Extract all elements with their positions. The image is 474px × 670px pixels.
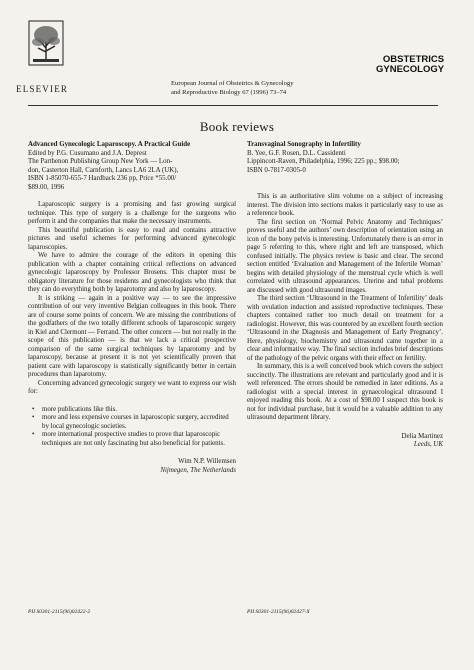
left-review <box>28 141 236 475</box>
meta-line: The Parthenon Publishing Group New York — Lon- <box>28 158 173 165</box>
meta-line: don, Casterton Hall, Carnforth, Lancs LA6 2LA (UK), <box>28 166 179 174</box>
reviewer-name: Delia Martinez <box>401 432 443 440</box>
wish-list <box>28 406 236 449</box>
right-reviewer-signature <box>247 433 443 450</box>
meta-line: $89.00, 1996 <box>28 183 65 191</box>
review-paragraph: Laparoscopic surgery is a promising and fast growing surgical technique. This type of surgery is a challenge for the surgeons who perform it and the companies that make the necessary instruments. <box>28 201 236 225</box>
section-title: Book reviews <box>199 119 275 134</box>
elsevier-tree-logo <box>28 20 64 66</box>
review-paragraph: The first section on ‘Normal Pelvic Anatomy and Techniques’ proves useful and the authors’ own description of orientation using an icon of the bony pelvis is interesting. Unfortunately there is an error in page 5 referring to this, where right and left are transposed, which confused initially. The physics review is basic and clear. The second section entitled ‘Evaluation and Management of the Infertile Woman’ begins with detailed physiology of the menstrual cycle which is well correlated with ultrasound appearances. Uterine and tubal problems are discussed with good ultrasound images. <box>247 218 443 294</box>
publisher-name: ELSEVIER <box>16 84 69 94</box>
meta-line: Edited by P.G. Cusumano and J.A. Deprest <box>28 149 147 157</box>
reviewer-name: Wim N.P. Willemsen <box>178 458 236 465</box>
left-pii: PII S0301-2115(96)02422-2 <box>28 609 91 615</box>
right-book-title: Transvaginal Sonography in Infertility <box>247 141 361 148</box>
right-pii: PII S0301-2115(96)02427-X <box>247 609 310 615</box>
journal-logo <box>376 55 444 75</box>
journal-volume: and Reproductive Biology 67 (1996) 73–74 <box>171 89 287 96</box>
left-book-meta <box>28 150 236 193</box>
header-rule <box>28 105 438 106</box>
meta-line: ISBN 0-7817-0305-0 <box>247 166 306 174</box>
journal-logo-line1: OBSTETRICS <box>382 54 445 65</box>
list-item: • more and less expensive courses in laparoscopic surgery, accredited by local gynecologic societies. <box>28 414 236 431</box>
meta-line: ISBN 1-85070-655-7 Hardback 236 pp, Price *55.00/ <box>28 175 177 182</box>
meta-line: B. Yee, G.F. Rosen, D.L. Cassidenti <box>247 149 346 157</box>
left-reviewer-signature <box>28 458 236 475</box>
right-book-meta <box>247 150 443 176</box>
review-paragraph: In summary, this is a well conceived book which covers the subject succinctly. The illustrations are relevant and particularly good and it is well referenced. The errors should be remedied in later editions. As a radiologist with a special interest in gynaecological ultrasound I enjoyed reading this book. At a cost of $98.00 I suspect this book is not for individual purchase, but it would be a valuable addition to any ultrasound department library. <box>247 363 443 421</box>
list-item: • more publications like this. <box>28 406 236 415</box>
review-paragraph: Concerning advanced gynecologic surgery we want to express our wish for: <box>28 379 236 395</box>
reviewer-affiliation: Nijmegen, The Netherlands <box>160 466 236 474</box>
reviewer-affiliation: Leeds, UK <box>413 441 443 448</box>
review-paragraph: It is striking — again in a positive way — to see the impressive contribution of our very inventive Belgian colleagues in this book. There are of course some points of concern. We are missing the contributions of the godfathers of the two totally different schools of laparoscopic surgery in Kiel and Clermont — Ferrand. The other concern — but not really in the scope of this publication — is that we lack a critical prospective comparison of the same surgical techniques by laparotomy and by laparoscopy, because at present it is not yet scientifically proven that patient care with laparoscopy is statistically significantly better in certain procedures than laparotomy. <box>28 294 236 378</box>
review-paragraph: This is an authoritative slim volume on a subject of increasing interest. The division into sections makes it particularly easy to use as a reference book. <box>247 193 443 217</box>
right-review <box>247 141 443 450</box>
review-paragraph: The third section ‘Ultrasound in the Treatment of Infertility’ deals with ovulation induction and assisted reproductive techniques. These chapters contained rather too much detail on treatment for a radiologist. However, this was countered by an excellent fourth section ‘Ultrasound in the Diagnosis and Management of Early Pregnancy’. Here, physiology, biochemistry and ultrasound came together in a clear and informative way. The final section includes brief descriptions of the pathology of the pelvic organs with their effect on fertility. <box>247 295 443 362</box>
list-item: • more international prospective studies to prove that laparoscopic techniques are not only fascinating but also beneficial for patients. <box>28 431 236 448</box>
meta-line: Lippincott-Raven, Philadelphia, 1996; 225 pp.; $98.00; <box>247 158 400 165</box>
review-paragraph: We have to admire the courage of the editors in opening this publication with a chapter containing critical reflections on advanced gynecologic laparoscopy by Professor Brosens. This chapter must be obligatory literature for those residents and gynecologists who think that they can do everything both by laparotomy and also by laparoscopy. <box>28 252 236 293</box>
journal-name: European Journal of Obstetrics & Gynecology <box>171 80 294 87</box>
journal-logo-line2: GYNECOLOGY <box>376 64 445 75</box>
review-paragraph: This beautiful publication is easy to read and contains attractive pictures and useful schemes for performing advanced gynecologic laparoscopies. <box>28 226 236 251</box>
left-book-title: Advanced Gynecologic Laparoscopy. A Practical Guide <box>28 141 191 148</box>
